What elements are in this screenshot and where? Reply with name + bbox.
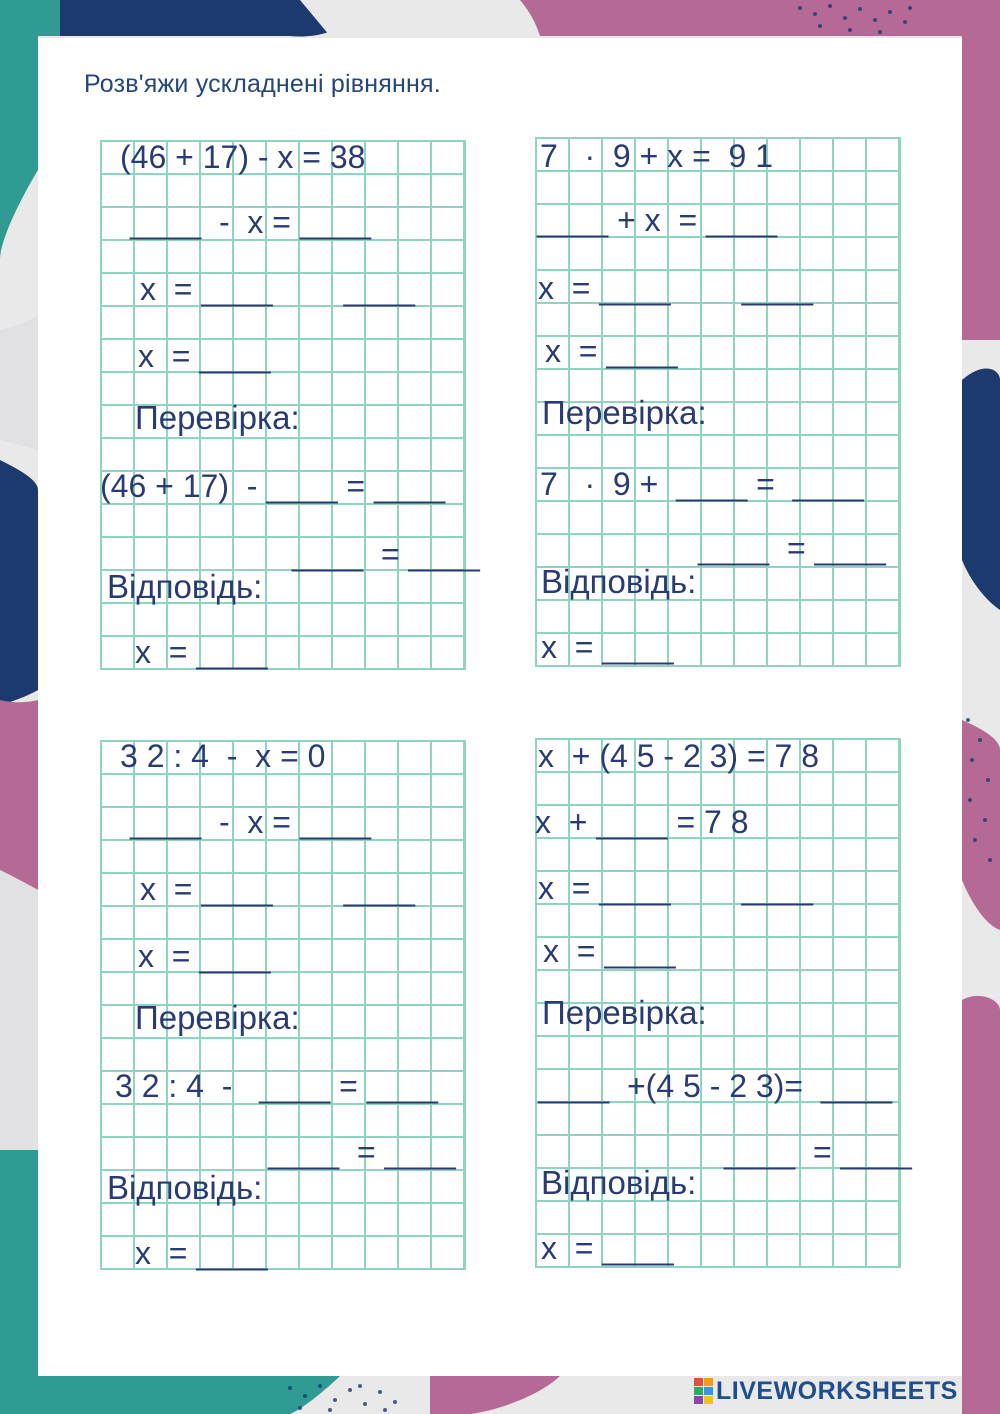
instruction-heading: Розв'яжи ускладнені рівняння. [84, 70, 441, 98]
task-1-answer-label: Відповідь: [107, 568, 263, 605]
task-3-step-2: x = ____ ____ [140, 871, 415, 907]
task-4-check-label: Перевірка: [542, 994, 707, 1031]
logo-text: LIVEWORKSHEETS [716, 1376, 958, 1405]
task-1-step-3: x = ____ [138, 338, 271, 374]
task-1-check-line-2: ____ = ____ [292, 536, 480, 572]
task-2-check-label: Перевірка: [542, 394, 707, 431]
task-3-equation: 3 2 : 4 - x = 0 [120, 738, 326, 774]
task-1-step-2: x = ____ ____ [140, 271, 415, 307]
task-3-check-line-1: 3 2 : 4 - ____ = ____ [115, 1068, 438, 1104]
task-2-answer: x = ____ [541, 629, 674, 665]
task-4-step-2: x = ____ ____ [538, 870, 813, 906]
task-4-check-line-1: ____ +(4 5 - 2 3)= ____ [538, 1068, 893, 1104]
task-3-answer: x = ____ [135, 1235, 268, 1271]
task-4-step-3: x = ____ [543, 933, 676, 969]
task-2-check-line-2: ____ = ____ [698, 530, 886, 566]
task-2-equation: 7 · 9 + x = 9 1 [540, 138, 774, 174]
task-2-check-line-1: 7 · 9 + ____ = ____ [540, 466, 864, 502]
task-3-check-label: Перевірка: [135, 999, 300, 1036]
task-2-step-3: x = ____ [545, 333, 678, 369]
task-3-check-line-2: ____ = ____ [268, 1134, 456, 1170]
task-4-answer: x = ____ [541, 1230, 674, 1266]
task-4-answer-label: Відповідь: [541, 1164, 697, 1201]
task-3-step-3: x = ____ [138, 938, 271, 974]
task-1-equation: (46 + 17) - x = 38 [120, 139, 366, 175]
task-2-step-1: ____ + x = ____ [537, 202, 778, 238]
liveworksheets-logo[interactable] [694, 1376, 958, 1406]
task-4-equation: x + (4 5 - 2 3) = 7 8 [538, 738, 820, 774]
liveworksheets-logo-icon [694, 1378, 712, 1404]
task-1-check-line-1: (46 + 17) - ____ = ____ [100, 468, 446, 504]
task-3-step-1: ____ - x = ____ [130, 804, 372, 840]
task-2-answer-label: Відповідь: [541, 563, 697, 600]
task-3-answer-label: Відповідь: [107, 1169, 263, 1206]
task-2-step-2: x = ____ ____ [538, 270, 813, 306]
task-4-step-1: x + ____ = 7 8 [535, 804, 749, 840]
task-1-answer: x = ____ [135, 634, 268, 670]
task-4-check-line-2: ____ = ____ [724, 1134, 912, 1170]
task-1-check-label: Перевірка: [135, 399, 300, 436]
task-1-step-1: ____ - x = ____ [130, 204, 372, 240]
